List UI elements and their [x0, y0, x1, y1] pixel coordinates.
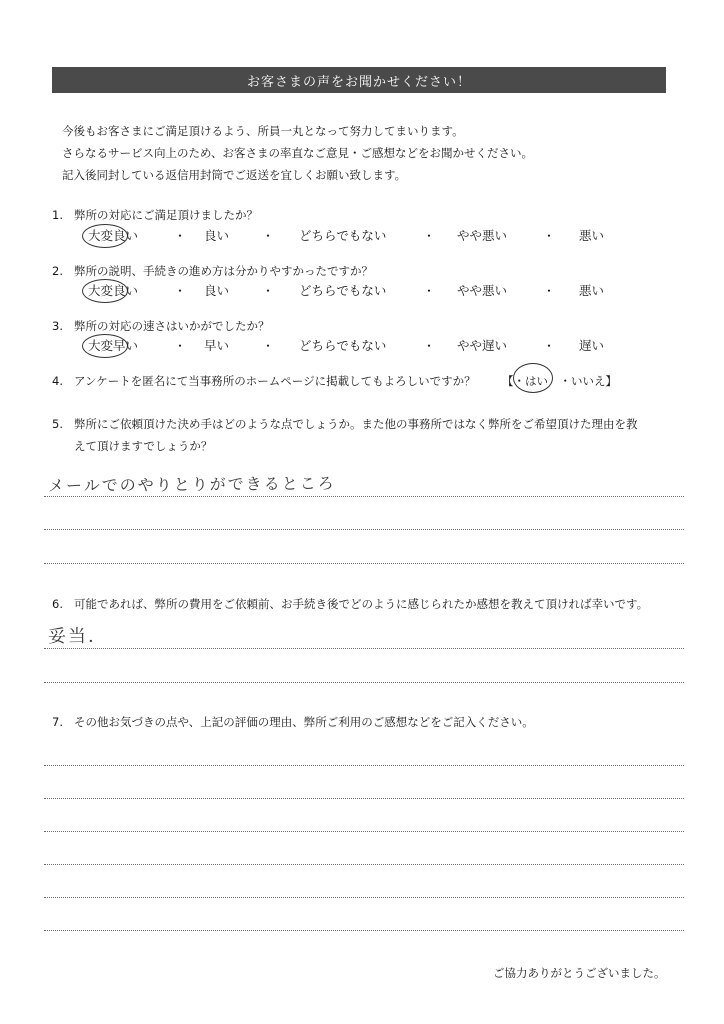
handwritten-answer-6[interactable]: 妥当.	[47, 625, 96, 648]
question-3	[52, 320, 270, 333]
q2-option-5[interactable]: 悪い	[579, 283, 605, 298]
q3-option-3[interactable]: どちらでもない	[299, 338, 387, 353]
separator-dot: ・	[174, 339, 187, 353]
question-number: 1.	[52, 208, 63, 222]
q2-option-1[interactable]: 大変良い	[88, 283, 139, 298]
answer-line	[44, 648, 684, 649]
answer-line	[44, 563, 684, 564]
question-2	[52, 265, 373, 278]
survey-title: お客さまの声をお聞かせください！	[246, 74, 471, 90]
separator-dot: ・	[262, 284, 275, 298]
answer-line	[44, 682, 684, 683]
answer-line	[44, 864, 684, 865]
question-text: その他お気づきの点や、上記の評価の理由、弊所ご利用のご感想などをご記入ください。	[74, 715, 534, 729]
survey-title-banner	[52, 67, 666, 93]
separator-dot: ・	[174, 284, 187, 298]
separator-dot: ・	[262, 339, 275, 353]
question-4	[52, 375, 476, 388]
question-number: 4.	[52, 374, 63, 388]
question-5	[52, 418, 638, 431]
question-number: 3.	[52, 319, 63, 333]
separator-dot: ・	[423, 339, 436, 353]
question-text: 弊所の説明、手続きの進め方は分かりやすかったですか？	[74, 264, 373, 278]
answer-line	[44, 798, 684, 799]
q3-option-1[interactable]: 大変早い	[88, 338, 139, 353]
q1-option-3[interactable]: どちらでもない	[299, 228, 387, 243]
q2-option-4[interactable]: やや悪い	[457, 283, 508, 298]
question-text: 弊所にご依頼頂けた決め手はどのような点でしょうか。また他の事務所ではなく弊所をご希望頂けた理由を教	[74, 417, 638, 431]
handwritten-answer-5[interactable]: メールでのやりとりができるところ	[47, 473, 336, 496]
answer-line	[44, 831, 684, 832]
question-number: 5.	[52, 417, 63, 431]
question-number: 7.	[52, 715, 63, 729]
separator-dot: ・	[174, 229, 187, 243]
q1-option-5[interactable]: 悪い	[579, 228, 605, 243]
question-text: 可能であれば、弊所の費用をご依頼前、お手続き後でどのように感じられたか感想を教えて頂ければ幸いです。	[74, 597, 649, 611]
thanks-message: ご協力ありがとうございました。	[493, 966, 666, 980]
q3-option-4[interactable]: やや遅い	[457, 338, 508, 353]
intro-line-3: 記入後同封している返信用封筒でご返送を宜しくお願い致します。	[62, 168, 407, 182]
q3-option-2[interactable]: 早い	[204, 338, 230, 353]
answer-line	[44, 897, 684, 898]
answer-line	[44, 529, 684, 530]
question-number: 6.	[52, 597, 63, 611]
separator-dot: ・	[543, 284, 556, 298]
q4-yes-no-options[interactable]: 【・はい ・いいえ】	[502, 374, 617, 388]
separator-dot: ・	[423, 229, 436, 243]
q3-option-5[interactable]: 遅い	[579, 338, 605, 353]
question-number: 2.	[52, 264, 63, 278]
question-7	[52, 716, 534, 729]
answer-line	[44, 765, 684, 766]
question-5-continued: えて頂けますでしょうか？	[74, 439, 213, 453]
separator-dot: ・	[543, 229, 556, 243]
q2-option-3[interactable]: どちらでもない	[299, 283, 387, 298]
separator-dot: ・	[262, 229, 275, 243]
q1-option-4[interactable]: やや悪い	[457, 228, 508, 243]
q1-option-1[interactable]: 大変良い	[88, 228, 139, 243]
separator-dot: ・	[423, 284, 436, 298]
intro-line-1: 今後もお客さまにご満足頂けるよう、所員一丸となって努力してまいります。	[62, 124, 464, 138]
question-1	[52, 209, 258, 222]
answer-line	[44, 496, 684, 497]
question-text: 弊所の対応の速さはいかがでしたか？	[74, 319, 270, 333]
question-6	[52, 598, 648, 611]
separator-dot: ・	[543, 339, 556, 353]
q1-option-2[interactable]: 良い	[204, 228, 230, 243]
q2-option-2[interactable]: 良い	[204, 283, 230, 298]
question-text: アンケートを匿名にて当事務所のホームページに掲載してもよろしいですか？	[74, 374, 476, 388]
answer-line	[44, 930, 684, 931]
intro-line-2: さらなるサービス向上のため、お客さまの率直なご意見・ご感想などをお聞かせください。	[62, 146, 534, 160]
question-text: 弊所の対応にご満足頂けましたか？	[74, 208, 258, 222]
